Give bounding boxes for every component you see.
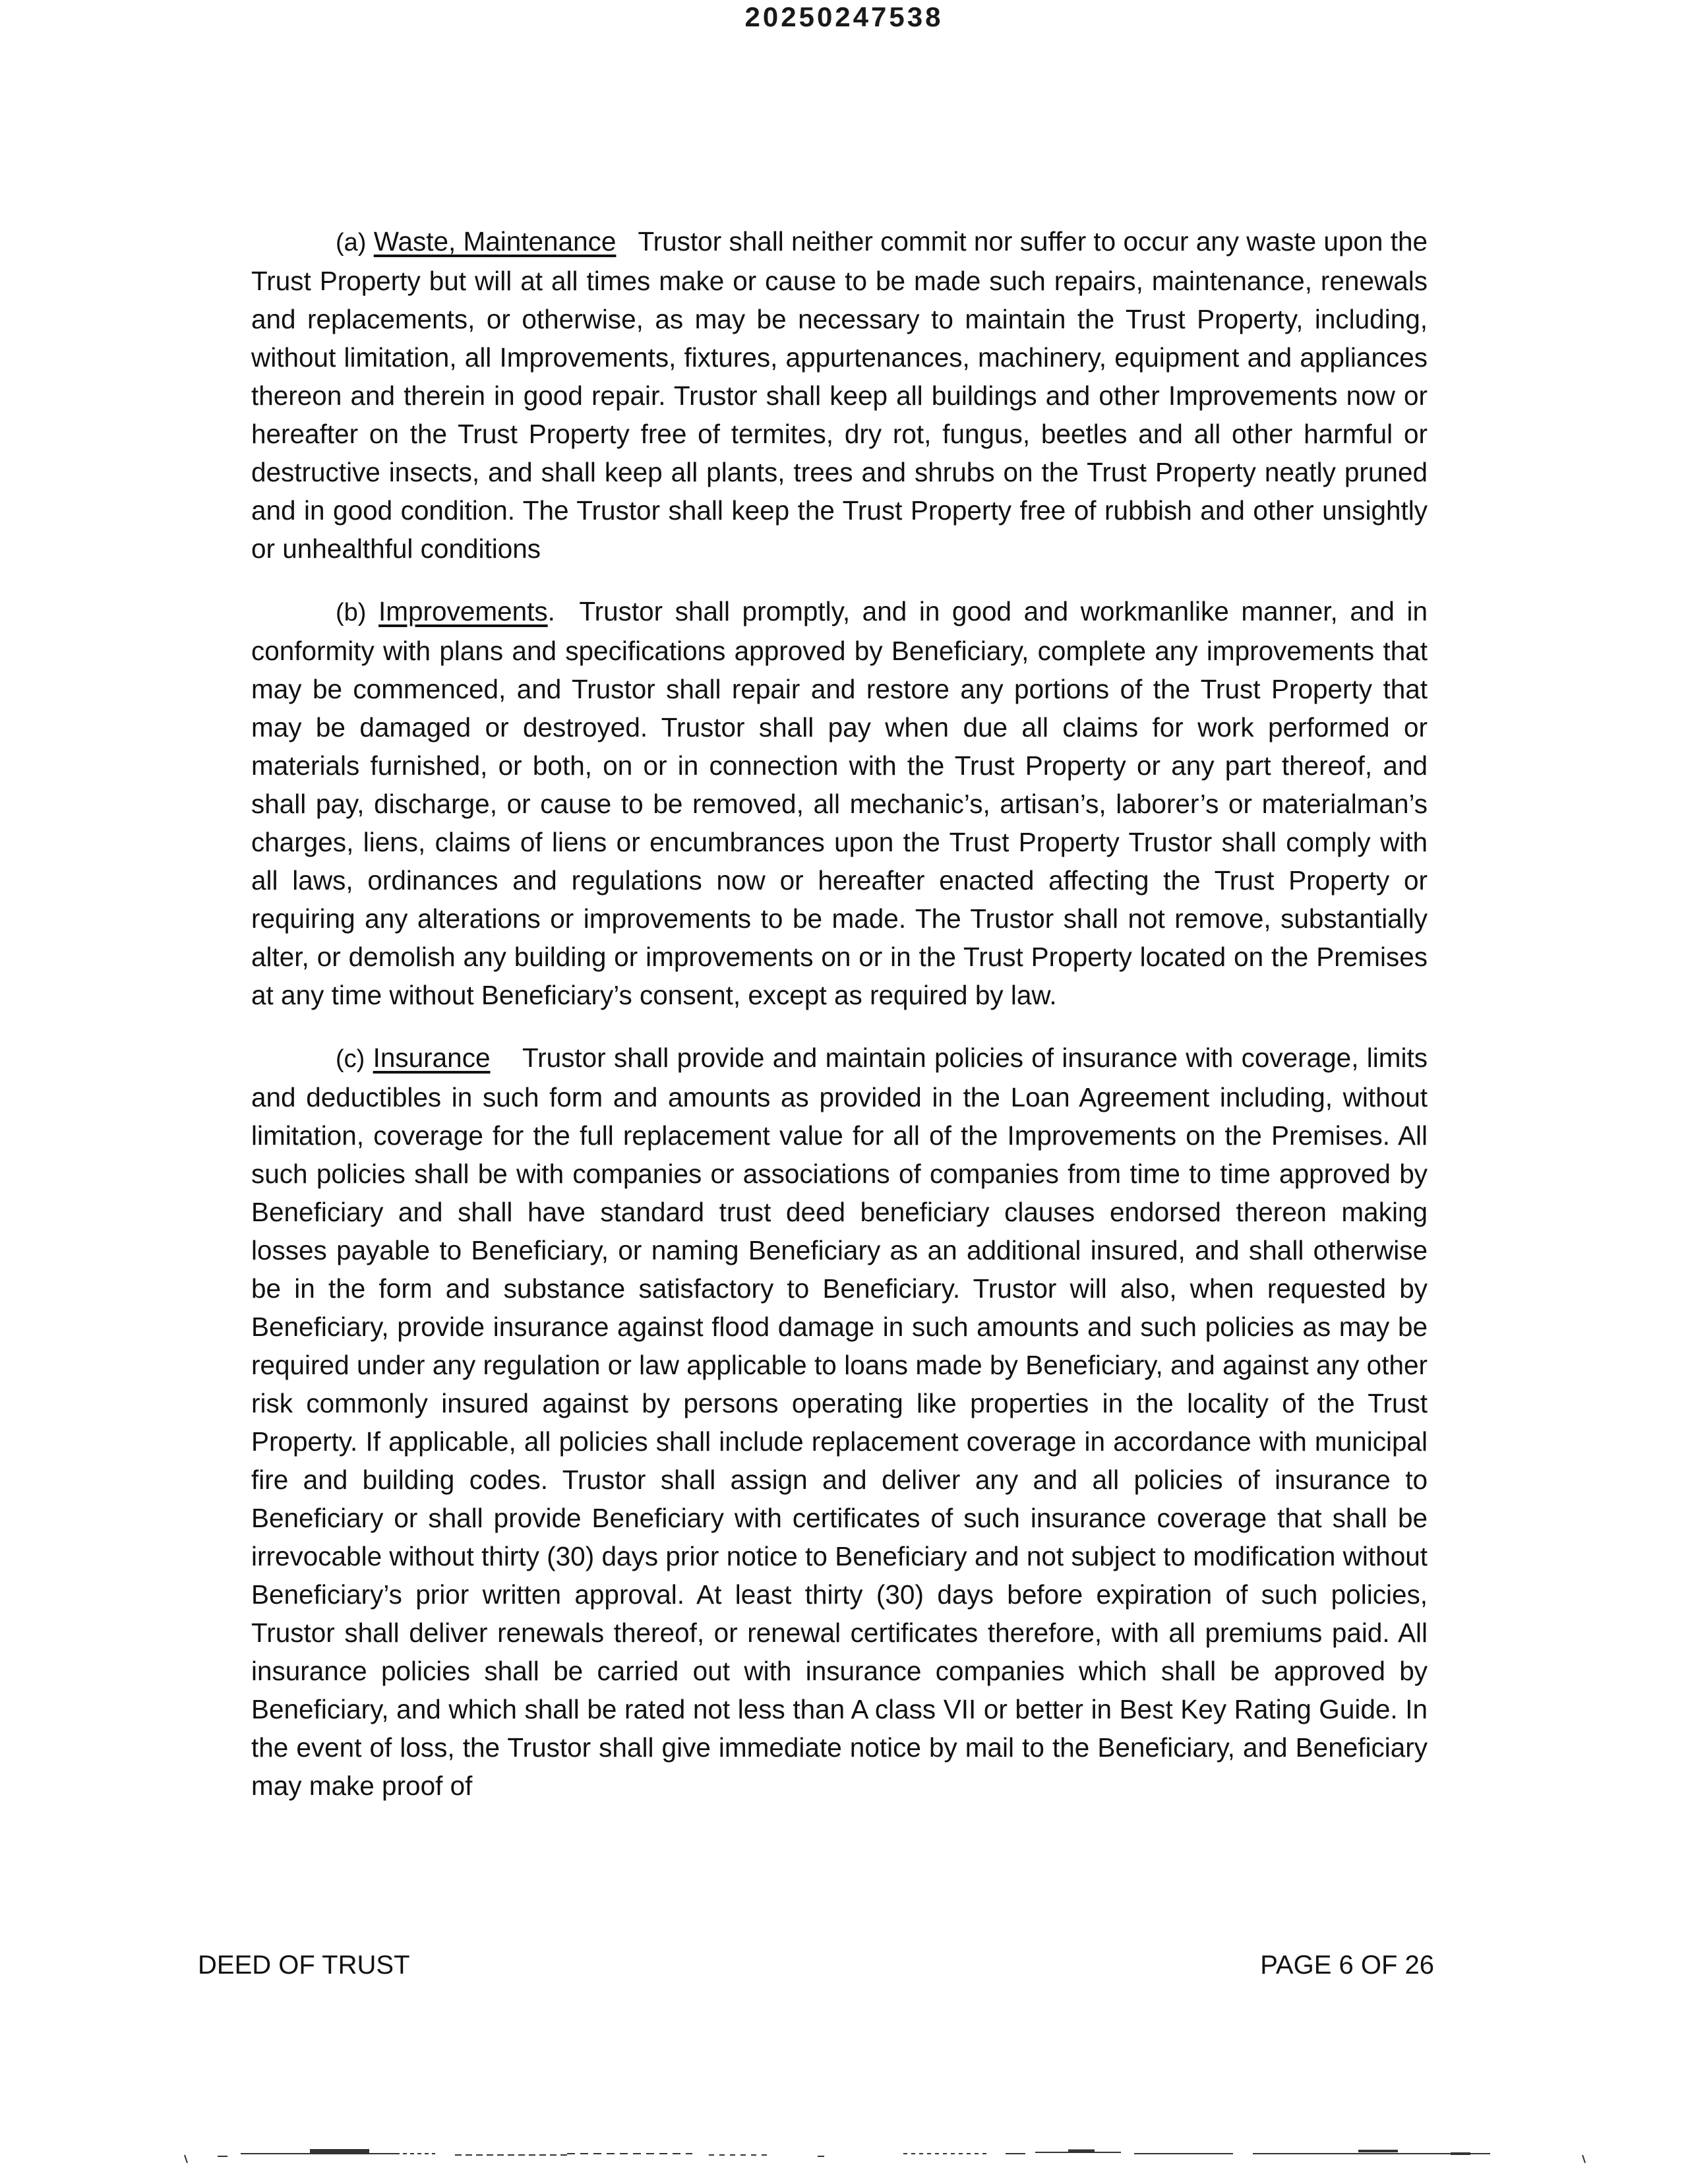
footer-page-number: PAGE 6 OF 26 <box>1260 1951 1434 1980</box>
document-number: 20250247538 <box>744 1 944 32</box>
paragraph-heading: Insurance <box>373 1043 491 1073</box>
paragraph-label: (c) <box>336 1045 365 1073</box>
paragraph-heading: Improvements <box>378 596 548 626</box>
paragraph-label: (a) <box>336 229 367 257</box>
scan-artifact-strip <box>0 2137 1688 2184</box>
paragraph-text: Trustor shall neither commit nor suffer to occur any waste upon the Trust Property but will at all times make or cause to be made such repairs, maintenance, renewals and replacements, or otherwise, as may be necessary to maintain the Trust Property, including, without limitation, all Improvements, fixtures, appurtenances, machinery, equipment and appliances thereon and therein in good repair. Trustor shall keep all buildings and other Improvements now or hereafter on the Trust Property free of termites, dry rot, fungus, beetles and all other harmful or destructive insects, and shall keep all plants, trees and shrubs on the Trust Property neatly pruned and in good condition. The Trustor shall keep the Trust Property free of rubbish and other unsightly or unhealthful conditions <box>251 226 1428 564</box>
section-insurance <box>251 1039 1428 1805</box>
document-body <box>251 222 1428 1829</box>
paragraph-label: (b) <box>336 599 367 626</box>
section-waste-maintenance <box>251 222 1428 568</box>
paragraph-text: Trustor shall provide and maintain policies of insurance with coverage, limits and deductibles in such form and amounts as provided in the Loan Agreement including, without limitation, coverage for the full replacement value for all of the Improvements on the Premises. All such policies shall be with companies or associations of companies from time to time approved by Beneficiary and shall have standard trust deed beneficiary clauses endorsed thereon making losses payable to Beneficiary, or naming Beneficiary as an additional insured, and shall otherwise be in the form and substance satisfactory to Beneficiary. Trustor will also, when requested by Beneficiary, provide insurance against flood damage in such amounts and such policies as may be required under any regulation or law applicable to loans made by Beneficiary, and against any other risk commonly insured against by persons operating like properties in the locality of the Trust Property. If applicable, all policies shall include replacement coverage in accordance with municipal fire and building codes. Trustor shall assign and deliver any and all policies of insurance to Beneficiary or shall provide Beneficiary with certificates of such insurance coverage that shall be irrevocable without thirty (30) days prior notice to Beneficiary and not subject to modification without Beneficiary’s prior written approval. At least thirty (30) days before expiration of such policies, Trustor shall deliver renewals thereof, or renewal certificates therefore, with all premiums paid. All insurance policies shall be carried out with insurance companies which shall be approved by Beneficiary, and which shall be rated not less than A class VII or better in Best Key Rating Guide. In the event of loss, the Trustor shall give immediate notice by mail to the Beneficiary, and Beneficiary may make proof of <box>251 1043 1428 1801</box>
paragraph-heading: Waste, Maintenance <box>373 226 617 257</box>
paragraph-text: Trustor shall promptly, and in good and workmanlike manner, and in conformity with plans and specifications approved by Beneficiary, complete any improvements that may be commenced, and Trustor shall repair and restore any portions of the Trust Property that may be damaged or destroyed. Trustor shall pay when due all claims for work performed or materials furnished, or both, on or in connection with the Trust Property or any part thereof, and shall pay, discharge, or cause to be removed, all mechanic’s, artisan’s, laborer’s or materialman’s charges, liens, claims of liens or encumbrances upon the Trust Property Trustor shall comply with all laws, ordinances and regulations now or hereafter enacted affecting the Trust Property or requiring any alterations or improvements to be made. The Trustor shall not remove, substantially alter, or demolish any building or improvements on or in the Trust Property located on the Premises at any time without Beneficiary’s consent, except as required by law. <box>251 596 1428 1010</box>
section-improvements <box>251 592 1428 1014</box>
footer-document-title: DEED OF TRUST <box>198 1951 410 1980</box>
paragraph-heading-suffix: . <box>547 596 555 626</box>
